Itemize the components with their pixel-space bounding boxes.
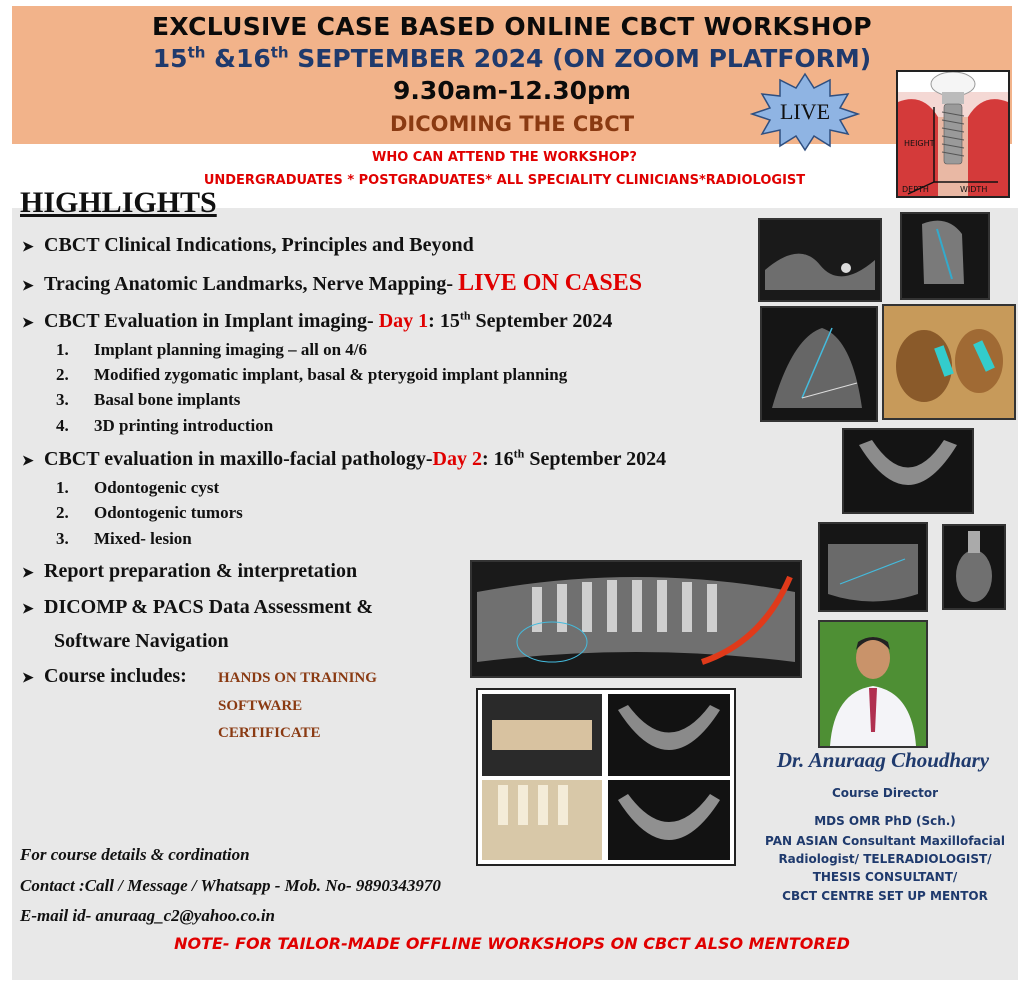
list-item: 3. Mixed- lesion <box>56 529 192 548</box>
director-photo <box>818 620 928 748</box>
contact-heading: For course details & cordination <box>20 845 250 864</box>
director-qualification: MDS OMR PhD (Sch.) <box>814 814 956 828</box>
cbct-scan-image <box>758 218 882 302</box>
arrow-bullet-icon: ➤ <box>22 566 34 581</box>
arrow-bullet-icon: ➤ <box>22 240 34 255</box>
bullet-dicom: ➤ DICOMP & PACS Data Assessment & <box>22 596 374 618</box>
avatar <box>820 622 926 746</box>
bullet-pathology: ➤ CBCT evaluation in maxillo-facial pathology-Day 2: 16th September 2024 <box>22 446 667 470</box>
list-item: 1. Implant planning imaging – all on 4/6 <box>56 340 368 359</box>
list-item: 3. Basal bone implants <box>56 390 241 409</box>
arrow-bullet-icon: ➤ <box>22 279 34 294</box>
include-software: SOFTWARE <box>218 698 303 714</box>
offline-workshop-note: NOTE- FOR TAILOR-MADE OFFLINE WORKSHOPS ON CBCT ALSO MENTORED <box>174 934 850 953</box>
live-text: LIVE <box>779 99 831 124</box>
director-name: Dr. Anuraag Choudhary <box>776 748 990 772</box>
list-item: 2. Modified zygomatic implant, basal & pterygoid implant planning <box>56 365 568 384</box>
workshop-time: 9.30am-12.30pm <box>392 76 631 105</box>
audience-groups: UNDERGRADUATES * POSTGRADUATES* ALL SPECIALITY CLINICIANS*RADIOLOGIST <box>203 173 806 188</box>
arrow-bullet-icon: ➤ <box>22 316 34 331</box>
cbct-scan-image <box>760 306 878 422</box>
list-item: 4. 3D printing introduction <box>56 416 274 435</box>
list-item: 1. Odontogenic cyst <box>56 478 220 497</box>
implant-height-label: HEIGHT <box>904 139 935 148</box>
cbct-scan-image <box>842 428 974 514</box>
workshop-title: EXCLUSIVE CASE BASED ONLINE CBCT WORKSHOP <box>152 12 872 41</box>
bullet-landmarks: ➤ Tracing Anatomic Landmarks, Nerve Mapping- LIVE ON CASES <box>22 270 643 296</box>
cbct-collage-image <box>476 688 736 866</box>
workshop-dates: 15th &16th SEPTEMBER 2024 (ON ZOOM PLATFORM) <box>152 43 872 73</box>
bullet-report: ➤ Report preparation & interpretation <box>22 560 358 582</box>
director-qualification: Radiologist/ TELERADIOLOGIST/ <box>778 852 992 866</box>
director-qualification: CBCT CENTRE SET UP MENTOR <box>782 889 988 903</box>
cbct-scan-image <box>900 212 990 300</box>
cbct-scan-image <box>942 524 1006 610</box>
bullet-course-includes: ➤ Course includes: <box>22 665 187 687</box>
implant-depth-label: DEPTH <box>902 185 929 194</box>
arrow-bullet-icon: ➤ <box>22 671 34 686</box>
implant-width-label: WIDTH <box>960 185 988 194</box>
highlights-heading: HIGHLIGHTS <box>20 186 217 219</box>
director-role: Course Director <box>831 786 939 800</box>
contact-phone: Contact :Call / Message / Whatsapp - Mob. No- 9890343970 <box>20 876 441 895</box>
arrow-bullet-icon: ➤ <box>22 454 34 469</box>
include-training: HANDS ON TRAINING <box>218 670 377 686</box>
workshop-subtitle: DICOMING THE CBCT <box>389 112 635 136</box>
include-certificate: CERTIFICATE <box>218 725 321 741</box>
bullet-implant-imaging: ➤ CBCT Evaluation in Implant imaging- Day 1: 15th September 2024 <box>22 308 613 332</box>
director-qualification: THESIS CONSULTANT/ <box>812 870 958 884</box>
header-banner <box>12 6 1012 144</box>
contact-email: E-mail id- anuraag_c2@yahoo.co.in <box>20 906 275 925</box>
audience-question: WHO CAN ATTEND THE WORKSHOP? <box>372 150 637 165</box>
director-qualification: PAN ASIAN Consultant Maxillofacial <box>765 834 1005 848</box>
starburst-icon <box>750 72 860 152</box>
list-item: 2. Odontogenic tumors <box>56 503 243 522</box>
panoramic-scan-image <box>470 560 802 678</box>
cbct-3d-render-image <box>882 304 1016 420</box>
live-badge <box>750 72 860 152</box>
bullet-indications: ➤ CBCT Clinical Indications, Principles and Beyond <box>22 234 474 256</box>
arrow-bullet-icon: ➤ <box>22 602 34 617</box>
cbct-scan-image <box>818 522 928 612</box>
bullet-dicom-cont: Software Navigation <box>54 630 229 652</box>
